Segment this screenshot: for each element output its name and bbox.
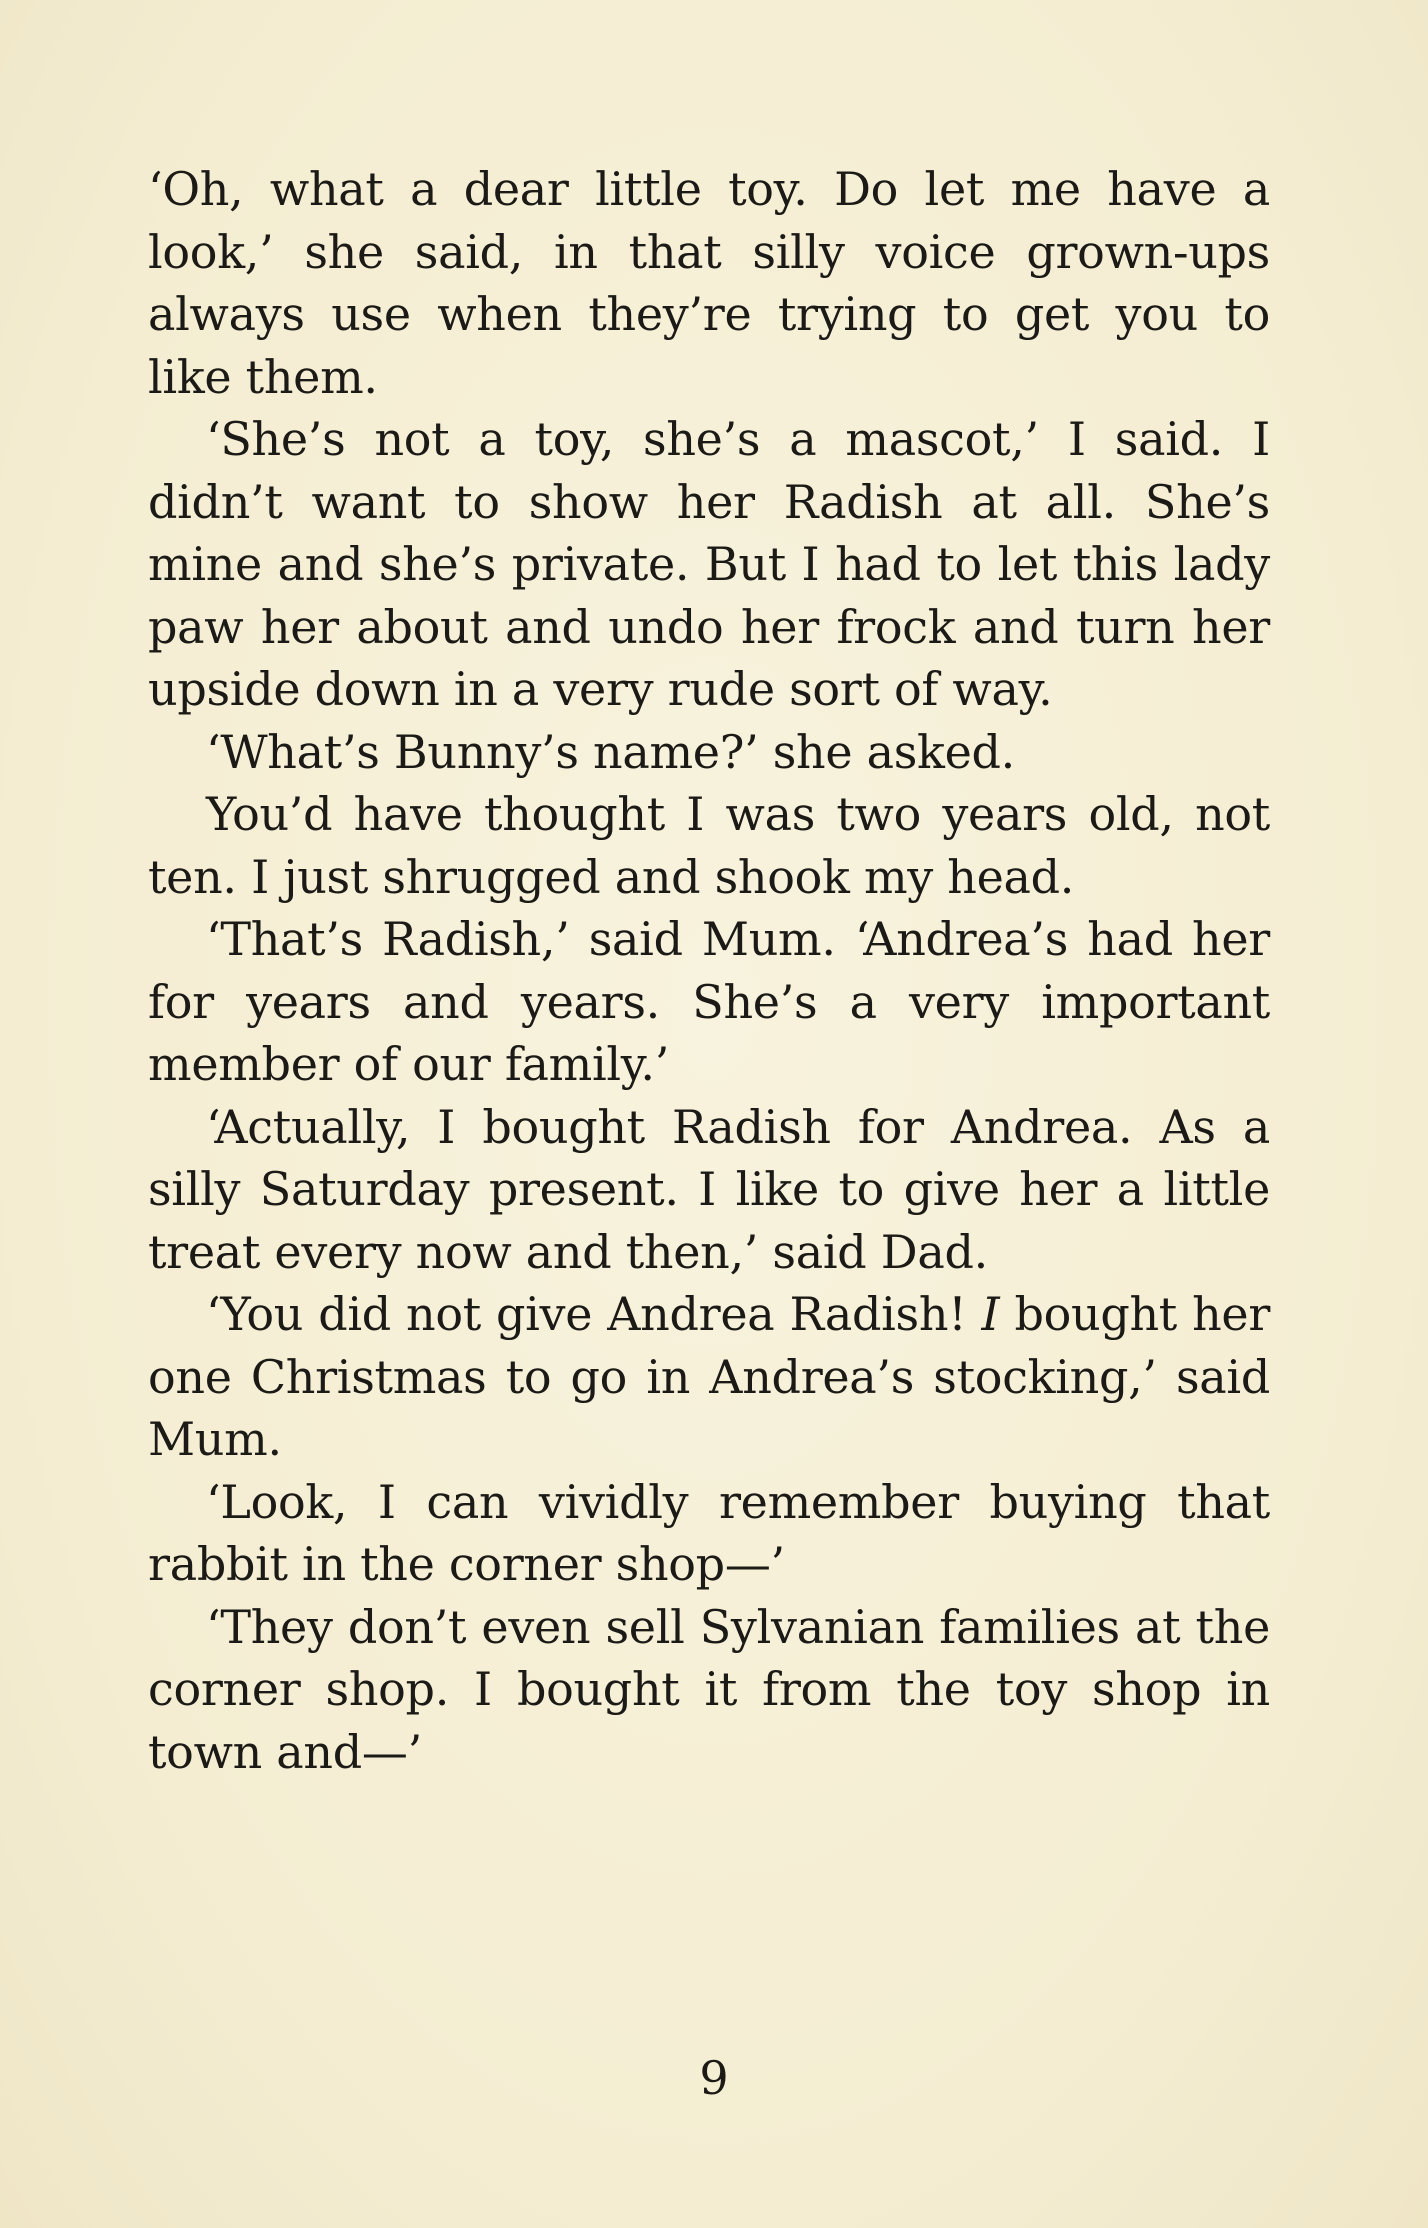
paragraph-9: ‘They don’t even sell Sylvanian families at the corner shop. I bought it from the toy shop in town and—’ xyxy=(148,1599,1270,1779)
paragraph-7-after: bought her one Christmas to go in Andrea’s stocking,’ said Mum. xyxy=(148,1287,1271,1466)
paragraph-2: ‘She’s not a toy, she’s a mascot,’ I said. I didn’t want to show her Radish at all. She’s mine and she’s private. But I had to let this lady paw her about and undo her frock and turn her upside down in a very rude sort of way. xyxy=(148,412,1270,716)
paragraph-1: ‘Oh, what a dear little toy. Do let me have a look,’ she said, in that silly voice grown-ups always use when they’re trying to get you to like them. xyxy=(148,162,1270,404)
paragraph-7-before: ‘You did not give Andrea Radish! xyxy=(206,1287,982,1341)
page-number: 9 xyxy=(699,2051,729,2105)
paragraph-3: ‘What’s Bunny’s name?’ she asked. xyxy=(206,724,1015,779)
paragraph-6: ‘Actually, I bought Radish for Andrea. As a silly Saturday present. I like to give her a little treat every now and then,’ said Dad. xyxy=(148,1099,1270,1279)
page-body xyxy=(148,158,1270,1783)
paragraph-4: You’d have thought I was two years old, not ten. I just shrugged and shook my head. xyxy=(148,787,1270,904)
paragraph-7 xyxy=(148,1283,1270,1471)
paragraph-7-emphasis: I xyxy=(981,1287,1000,1341)
paragraph-8: ‘Look, I can vividly remember buying that rabbit in the corner shop—’ xyxy=(148,1474,1270,1591)
paragraph-5: ‘That’s Radish,’ said Mum. ‘Andrea’s had her for years and years. She’s a very important member of our family.’ xyxy=(148,912,1270,1091)
